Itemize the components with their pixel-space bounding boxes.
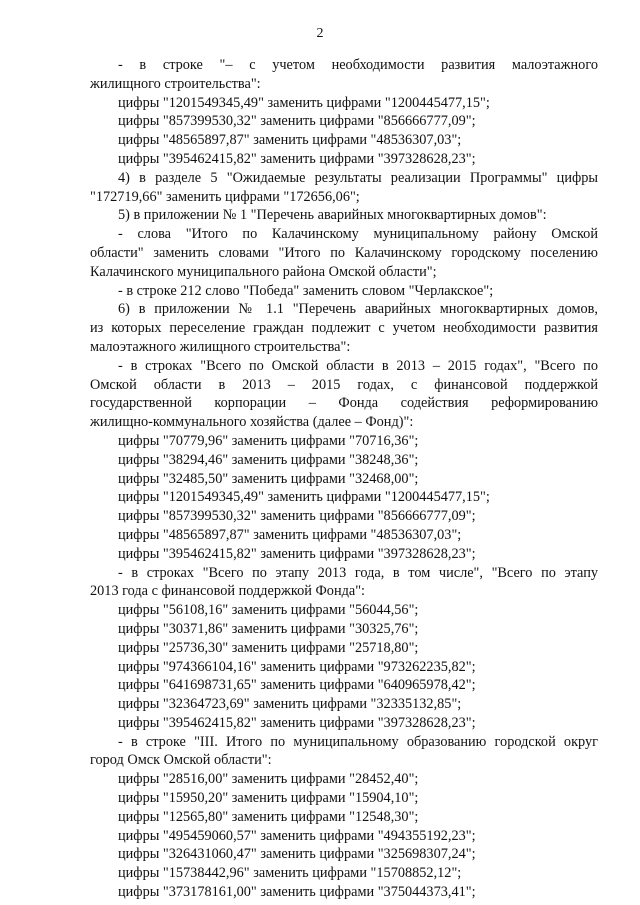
- text-line: малоэтажного жилищного строительства":: [90, 338, 351, 355]
- text-line: цифры "974366104,16" заменить цифрами "973262235,82";: [118, 658, 476, 675]
- text-line: - в строке "– с учетом необходимости развития малоэтажного: [118, 57, 598, 73]
- text-line: цифры "32485,50" заменить цифрами "32468,00";: [118, 470, 419, 487]
- text-line: цифры "70779,96" заменить цифрами "70716,36";: [118, 432, 419, 449]
- text-line: 4) в разделе 5 "Ожидаемые результаты реализации Программы" цифры: [118, 169, 598, 186]
- text-line: цифры "12565,80" заменить цифрами "12548,30";: [118, 808, 419, 825]
- text-line: цифры "25736,30" заменить цифрами "25718,80";: [118, 639, 419, 656]
- text-line: цифры "857399530,32" заменить цифрами "856666777,09";: [118, 508, 476, 525]
- text-line: - в строках "Всего по Омской области в 2013 – 2015 годах", "Всего по: [118, 357, 598, 374]
- text-line: цифры "48565897,87" заменить цифрами "48536307,03";: [118, 526, 462, 543]
- text-line: город Омск Омской области":: [90, 752, 272, 769]
- text-line: цифры "15950,20" заменить цифрами "15904,10";: [118, 790, 419, 807]
- text-line: цифры "326431060,47" заменить цифрами "325698307,24";: [118, 846, 476, 863]
- text-line: жилищно-коммунального хозяйства (далее – Фонд)":: [90, 414, 414, 431]
- text-line: - слова "Итого по Калачинскому муниципальному району Омской: [118, 226, 598, 243]
- text-line: цифры "495459060,57" заменить цифрами "494355192,23";: [118, 827, 476, 844]
- text-line: цифры "1201549345,49" заменить цифрами "1200445477,15";: [118, 489, 490, 506]
- text-line: цифры "857399530,32" заменить цифрами "856666777,09";: [118, 113, 476, 130]
- text-line: - в строке "III. Итого по муниципальному образованию городской округ: [118, 733, 598, 750]
- text-line: Омской области в 2013 – 2015 годах, с финансовой поддержкой: [90, 376, 598, 393]
- text-line: цифры "38294,46" заменить цифрами "38248,36";: [118, 451, 419, 468]
- text-line: - в строках "Всего по этапу 2013 года, в том числе", "Всего по этапу: [118, 564, 598, 581]
- text-line: 5) в приложении № 1 "Перечень аварийных многоквартирных домов":: [118, 207, 547, 224]
- text-line: цифры "48565897,87" заменить цифрами "48536307,03";: [118, 132, 462, 149]
- text-line: цифры "28516,00" заменить цифрами "28452,40";: [118, 771, 419, 788]
- text-line: 6) в приложении № 1.1 "Перечень аварийных многоквартирных домов,: [118, 301, 598, 318]
- text-line: цифры "32364723,69" заменить цифрами "32335132,85";: [118, 696, 462, 713]
- text-line: цифры "395462415,82" заменить цифрами "397328628,23";: [118, 545, 476, 562]
- text-line: из которых переселение граждан подлежит с учетом необходимости развития: [90, 320, 598, 337]
- text-line: цифры "1201549345,49" заменить цифрами "1200445477,15";: [118, 94, 490, 111]
- text-line: жилищного строительства":: [90, 75, 261, 92]
- text-line: государственной корпорации – Фонда содействия реформированию: [90, 395, 598, 412]
- text-line: 2013 года с финансовой поддержкой Фонда":: [90, 583, 366, 600]
- text-line: цифры "15738442,96" заменить цифрами "15708852,12";: [118, 865, 462, 882]
- text-line: цифры "395462415,82" заменить цифрами "397328628,23";: [118, 150, 476, 167]
- text-line: цифры "641698731,65" заменить цифрами "640965978,42";: [118, 677, 476, 694]
- text-line: цифры "30371,86" заменить цифрами "30325,76";: [118, 620, 419, 637]
- text-line: цифры "56108,16" заменить цифрами "56044,56";: [118, 602, 419, 619]
- text-line: "172719,66" заменить цифрами "172656,06";: [90, 188, 360, 205]
- page-number: 2: [316, 26, 324, 41]
- text-line: - в строке 212 слово "Победа" заменить словом "Черлакское";: [118, 282, 494, 299]
- text-line: цифры "373178161,00" заменить цифрами "375044373,41";: [118, 884, 476, 901]
- text-line: области" заменить словами "Итого по Калачинскому городскому поселению: [90, 244, 598, 261]
- text-line: цифры "395462415,82" заменить цифрами "397328628,23";: [118, 714, 476, 731]
- document-body: [90, 56, 598, 902]
- text-line: Калачинского муниципального района Омской области";: [90, 263, 437, 280]
